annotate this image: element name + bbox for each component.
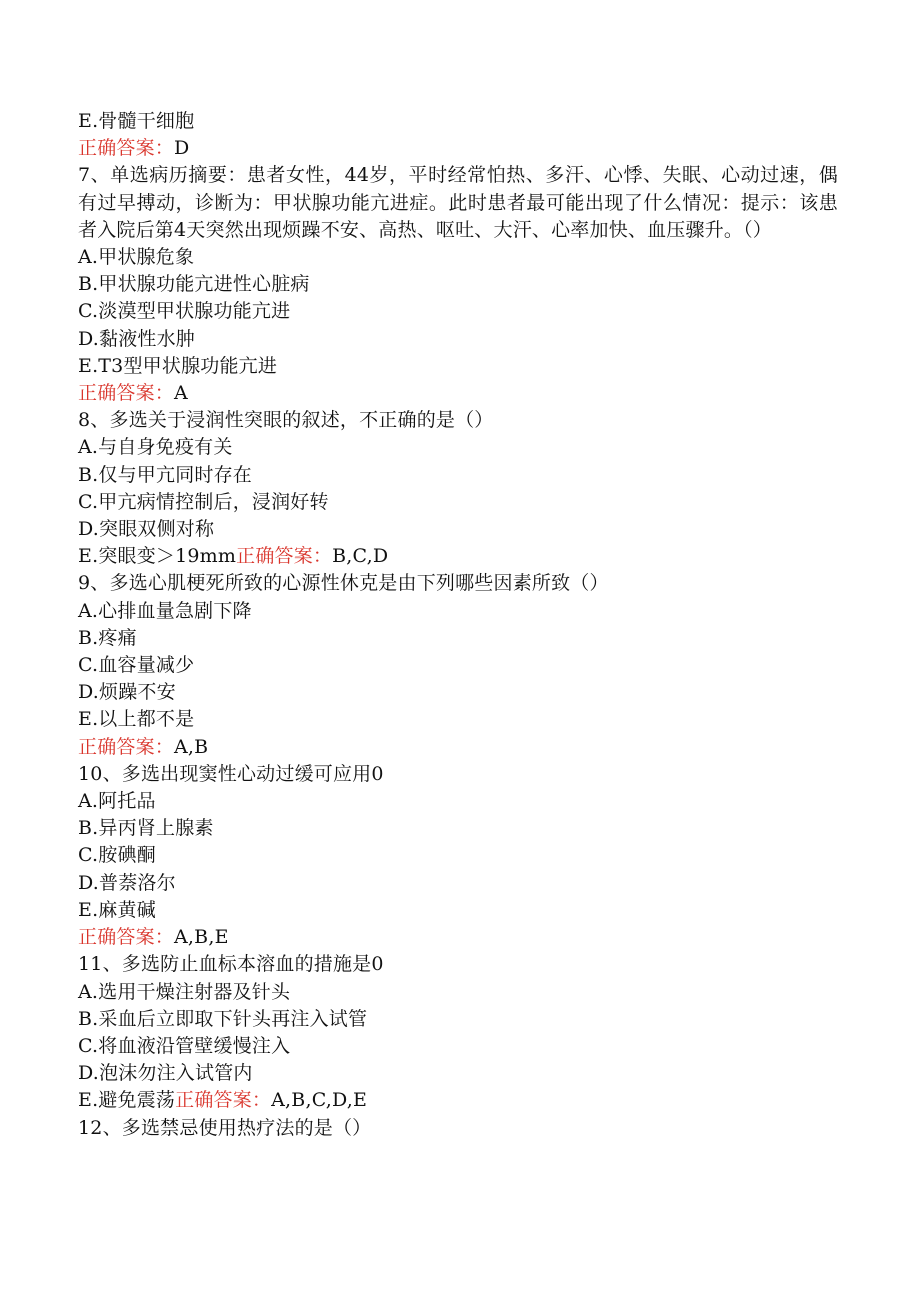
option-text: D.泡沫勿注入试管内 (78, 1062, 253, 1085)
answer-label: 正确答案： (175, 1089, 272, 1112)
answer-label: 正确答案： (78, 926, 175, 949)
option-text: D.烦躁不安 (78, 681, 176, 704)
question-stem: 8、多选关于浸润性突眼的叙述，不正确的是（） (78, 409, 494, 432)
option-text: C.血容量减少 (78, 654, 195, 677)
option-text: A.心排血量急剧下降 (78, 599, 252, 622)
option-text: B.采血后立即取下针头再注入试管 (78, 1007, 368, 1030)
option-text: E.以上都不是 (78, 708, 195, 731)
answer-value: A,B,E (174, 926, 229, 949)
option-text: A.与自身免疫有关 (78, 436, 233, 459)
option-text: A.阿托品 (78, 790, 156, 813)
answer-value: A,B (174, 735, 209, 758)
question-stem: 12、多选禁忌使用热疗法的是（） (78, 1116, 372, 1139)
answer-label: 正确答案： (78, 735, 175, 758)
option-text: E.麻黄碱 (78, 898, 156, 921)
answer-line (78, 734, 838, 761)
question-stem: 10、多选出现窦性心动过缓可应用0 (78, 762, 384, 785)
answer-line (78, 924, 838, 951)
question-stem: 7、单选病历摘要：患者女性，44岁，平时经常怕热、多汗、心悸、失眠、心动过速，偶有过早搏动，诊断为：甲状腺功能亢进症。此时患者最可能出现了什么情况：提示：该患者入院后第4天突然出现烦躁不安、高热、呕吐、大汗、心率加快、血压骤升。（） (78, 164, 838, 241)
option-text: B.仅与甲亢同时存在 (78, 463, 253, 486)
option-text: A.甲状腺危象 (78, 246, 195, 269)
question-stem: 9、多选心肌梗死所致的心源性休克是由下列哪些因素所致（） (78, 572, 609, 595)
answer-label: 正确答案： (78, 382, 175, 405)
option-text: A.选用干燥注射器及针头 (78, 980, 291, 1003)
answer-value: B,C,D (332, 545, 389, 568)
option-text: E.骨髓干细胞 (78, 110, 195, 132)
option-text: D.普萘洛尔 (78, 871, 176, 894)
answer-label: 正确答案： (78, 137, 175, 160)
answer-value: A,B,C,D,E (271, 1089, 368, 1112)
option-text: E.T3型甲状腺功能亢进 (78, 354, 278, 377)
question-stem: 11、多选防止血标本溶血的措施是0 (78, 953, 384, 976)
answer-label: 正确答案： (236, 545, 333, 568)
option-text: B.异丙肾上腺素 (78, 817, 214, 840)
option-text: E.避免震荡 (78, 1089, 176, 1112)
answer-value: A (174, 382, 188, 405)
option-text: D.黏液性水肿 (78, 327, 195, 350)
answer-line (78, 543, 838, 570)
option-text: C.将血液沿管壁缓慢注入 (78, 1034, 291, 1057)
option-text: C.胺碘酮 (78, 844, 156, 867)
option-text: C.淡漠型甲状腺功能亢进 (78, 300, 291, 323)
answer-value: D (174, 137, 190, 160)
option-text: D.突眼双侧对称 (78, 518, 215, 541)
answer-line (78, 1087, 838, 1114)
answer-line (78, 380, 838, 407)
option-text: B.甲状腺功能亢进性心脏病 (78, 273, 310, 296)
option-text: B.疼痛 (78, 626, 137, 649)
answer-line (78, 135, 838, 162)
option-text: C.甲亢病情控制后，浸润好转 (78, 490, 329, 513)
option-text: E.突眼变＞19mm (78, 545, 237, 568)
document-page (78, 108, 838, 1142)
